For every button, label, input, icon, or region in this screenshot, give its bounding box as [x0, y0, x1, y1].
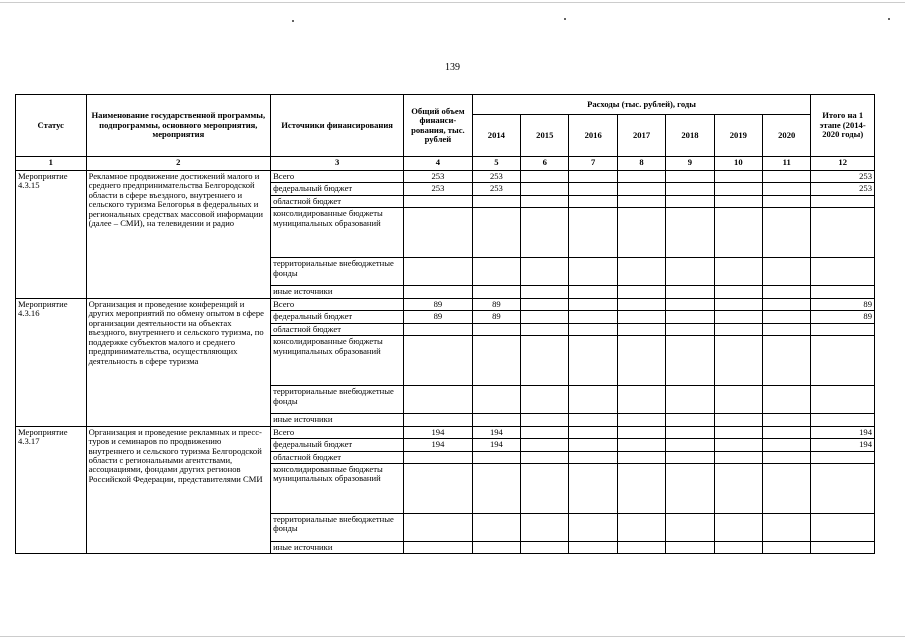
year-amount-empty — [521, 171, 569, 183]
table-row — [16, 171, 875, 183]
total-amount — [404, 258, 473, 286]
year-amount-empty — [763, 336, 811, 386]
amount-2014 — [472, 208, 520, 258]
financing-source: Всего — [271, 298, 404, 310]
total-amount — [404, 513, 473, 541]
column-number: 11 — [763, 157, 811, 171]
amount-2014 — [472, 336, 520, 386]
year-amount-empty — [666, 439, 714, 451]
stage-total-amount — [811, 258, 875, 286]
financing-source: консолидированные бюджеты муниципальных образований — [271, 463, 404, 513]
year-amount-empty — [666, 426, 714, 438]
year-amount-empty — [763, 513, 811, 541]
year-amount-empty — [521, 336, 569, 386]
year-amount-empty — [666, 311, 714, 323]
header-sources: Источники финансирования — [271, 95, 404, 157]
year-amount-empty — [666, 258, 714, 286]
financing-source: федеральный бюджет — [271, 183, 404, 195]
scan-speck — [888, 18, 890, 20]
column-number: 12 — [811, 157, 875, 171]
column-number: 4 — [404, 157, 473, 171]
header-year: 2019 — [714, 115, 762, 157]
activity-status: Мероприятие 4.3.16 — [16, 298, 87, 426]
total-amount: 89 — [404, 311, 473, 323]
year-amount-empty — [617, 439, 665, 451]
year-amount-empty — [521, 414, 569, 426]
amount-2014 — [472, 386, 520, 414]
amount-2014 — [472, 414, 520, 426]
amount-2014 — [472, 258, 520, 286]
total-amount — [404, 386, 473, 414]
year-amount-empty — [763, 171, 811, 183]
year-amount-empty — [617, 171, 665, 183]
activity-status: Мероприятие 4.3.17 — [16, 426, 87, 554]
total-amount — [404, 414, 473, 426]
year-amount-empty — [714, 336, 762, 386]
financing-source: Всего — [271, 171, 404, 183]
year-amount-empty — [521, 286, 569, 298]
year-amount-empty — [763, 386, 811, 414]
financing-table — [15, 94, 875, 554]
year-amount-empty — [569, 541, 617, 553]
year-amount-empty — [521, 426, 569, 438]
total-amount — [404, 541, 473, 553]
year-amount-empty — [666, 463, 714, 513]
total-amount: 89 — [404, 298, 473, 310]
scan-edge — [0, 636, 905, 637]
amount-2014 — [472, 195, 520, 207]
financing-source: иные источники — [271, 414, 404, 426]
stage-total-amount: 194 — [811, 426, 875, 438]
year-amount-empty — [714, 451, 762, 463]
year-amount-empty — [521, 311, 569, 323]
year-amount-empty — [521, 195, 569, 207]
year-amount-empty — [714, 426, 762, 438]
year-amount-empty — [569, 463, 617, 513]
activity-name: Рекламное продвижение достижений малого и среднего предпринимательства Белгородской области в сфере въездного, внутреннего и сельского туризма Белогорья в федеральных и региональных средствах массовой информации (далее – СМИ), на телевидении и радио — [86, 171, 271, 299]
year-amount-empty — [714, 183, 762, 195]
year-amount-empty — [763, 311, 811, 323]
amount-2014 — [472, 451, 520, 463]
year-amount-empty — [714, 298, 762, 310]
financing-source: областной бюджет — [271, 195, 404, 207]
year-amount-empty — [666, 286, 714, 298]
activity-name: Организация и проведение конференций и других мероприятий по обмену опытом в сфере организации деятельности на объектах въездного, внутреннего и сельского туризма, по поддержке субъектов малого и среднего предпринимательства, осуществляющих деятельность в сфере туризма — [86, 298, 271, 426]
year-amount-empty — [617, 463, 665, 513]
header-year: 2014 — [472, 115, 520, 157]
year-amount-empty — [714, 541, 762, 553]
year-amount-empty — [666, 336, 714, 386]
year-amount-empty — [617, 451, 665, 463]
total-amount — [404, 336, 473, 386]
amount-2014: 253 — [472, 171, 520, 183]
year-amount-empty — [569, 336, 617, 386]
header-year: 2018 — [666, 115, 714, 157]
year-amount-empty — [569, 311, 617, 323]
stage-total-amount: 89 — [811, 311, 875, 323]
year-amount-empty — [521, 386, 569, 414]
financing-source: Всего — [271, 426, 404, 438]
year-amount-empty — [617, 208, 665, 258]
page-number: 139 — [445, 62, 460, 73]
total-amount — [404, 286, 473, 298]
amount-2014: 194 — [472, 426, 520, 438]
header-stage-total: Итого на 1 этапе (2014-2020 годы) — [811, 95, 875, 157]
header-expenses: Расходы (тыс. рублей), годы — [472, 95, 811, 115]
total-amount — [404, 195, 473, 207]
stage-total-amount — [811, 195, 875, 207]
year-amount-empty — [617, 414, 665, 426]
financing-source: федеральный бюджет — [271, 439, 404, 451]
activity-table-body — [16, 171, 875, 554]
amount-2014 — [472, 541, 520, 553]
stage-total-amount — [811, 208, 875, 258]
year-amount-empty — [763, 286, 811, 298]
year-amount-empty — [569, 513, 617, 541]
year-amount-empty — [521, 439, 569, 451]
amount-2014 — [472, 323, 520, 335]
year-amount-empty — [569, 451, 617, 463]
stage-total-amount — [811, 463, 875, 513]
year-amount-empty — [763, 451, 811, 463]
year-amount-empty — [714, 323, 762, 335]
year-amount-empty — [569, 414, 617, 426]
year-amount-empty — [666, 183, 714, 195]
total-amount: 194 — [404, 439, 473, 451]
amount-2014: 194 — [472, 439, 520, 451]
year-amount-empty — [666, 323, 714, 335]
year-amount-empty — [714, 208, 762, 258]
stage-total-amount: 194 — [811, 439, 875, 451]
year-amount-empty — [569, 208, 617, 258]
year-amount-empty — [569, 386, 617, 414]
year-amount-empty — [521, 513, 569, 541]
table-row — [16, 426, 875, 438]
amount-2014 — [472, 463, 520, 513]
header-name: Наименование государственной программы, подпрограммы, основного мероприятия, мероприятия — [86, 95, 271, 157]
financing-source: территориальные внебюджетные фонды — [271, 513, 404, 541]
total-amount: 253 — [404, 183, 473, 195]
year-amount-empty — [521, 541, 569, 553]
year-amount-empty — [666, 414, 714, 426]
year-amount-empty — [521, 258, 569, 286]
header-year: 2017 — [617, 115, 665, 157]
year-amount-empty — [763, 208, 811, 258]
year-amount-empty — [569, 323, 617, 335]
amount-2014 — [472, 513, 520, 541]
year-amount-empty — [521, 463, 569, 513]
year-amount-empty — [666, 541, 714, 553]
year-amount-empty — [569, 286, 617, 298]
header-year: 2015 — [521, 115, 569, 157]
year-amount-empty — [617, 426, 665, 438]
year-amount-empty — [569, 171, 617, 183]
scan-edge — [0, 2, 905, 3]
amount-2014: 89 — [472, 298, 520, 310]
column-number: 9 — [666, 157, 714, 171]
year-amount-empty — [569, 195, 617, 207]
year-amount-empty — [714, 286, 762, 298]
year-amount-empty — [714, 311, 762, 323]
year-amount-empty — [763, 414, 811, 426]
year-amount-empty — [617, 336, 665, 386]
financing-source: территориальные внебюджетные фонды — [271, 386, 404, 414]
year-amount-empty — [714, 414, 762, 426]
year-amount-empty — [714, 439, 762, 451]
year-amount-empty — [569, 426, 617, 438]
column-number: 2 — [86, 157, 271, 171]
financing-source: консолидированные бюджеты муниципальных образований — [271, 208, 404, 258]
year-amount-empty — [763, 258, 811, 286]
financing-source: областной бюджет — [271, 451, 404, 463]
year-amount-empty — [617, 513, 665, 541]
amount-2014 — [472, 286, 520, 298]
header-year: 2020 — [763, 115, 811, 157]
column-number: 7 — [569, 157, 617, 171]
year-amount-empty — [714, 195, 762, 207]
year-amount-empty — [569, 439, 617, 451]
year-amount-empty — [617, 323, 665, 335]
year-amount-empty — [569, 298, 617, 310]
header-status: Статус — [16, 95, 87, 157]
year-amount-empty — [763, 183, 811, 195]
column-number: 6 — [521, 157, 569, 171]
year-amount-empty — [521, 208, 569, 258]
stage-total-amount: 253 — [811, 171, 875, 183]
column-number: 8 — [617, 157, 665, 171]
total-amount — [404, 208, 473, 258]
year-amount-empty — [521, 183, 569, 195]
total-amount — [404, 451, 473, 463]
financing-source: территориальные внебюджетные фонды — [271, 258, 404, 286]
financing-source: федеральный бюджет — [271, 311, 404, 323]
financing-source: иные источники — [271, 286, 404, 298]
stage-total-amount — [811, 541, 875, 553]
year-amount-empty — [617, 311, 665, 323]
year-amount-empty — [617, 298, 665, 310]
year-amount-empty — [763, 426, 811, 438]
year-amount-empty — [714, 513, 762, 541]
year-amount-empty — [521, 451, 569, 463]
total-amount: 194 — [404, 426, 473, 438]
year-amount-empty — [714, 171, 762, 183]
column-number-row — [16, 157, 875, 171]
year-amount-empty — [714, 463, 762, 513]
column-number: 5 — [472, 157, 520, 171]
stage-total-amount — [811, 286, 875, 298]
stage-total-amount — [811, 323, 875, 335]
total-amount: 253 — [404, 171, 473, 183]
year-amount-empty — [763, 195, 811, 207]
scan-speck — [292, 20, 294, 22]
year-amount-empty — [666, 513, 714, 541]
year-amount-empty — [569, 258, 617, 286]
column-number: 1 — [16, 157, 87, 171]
year-amount-empty — [666, 208, 714, 258]
year-amount-empty — [666, 171, 714, 183]
amount-2014: 89 — [472, 311, 520, 323]
year-amount-empty — [617, 386, 665, 414]
table-row — [16, 298, 875, 310]
year-amount-empty — [763, 463, 811, 513]
total-amount — [404, 323, 473, 335]
year-amount-empty — [521, 298, 569, 310]
year-amount-empty — [617, 195, 665, 207]
year-amount-empty — [617, 286, 665, 298]
stage-total-amount: 89 — [811, 298, 875, 310]
scan-speck — [564, 18, 566, 20]
year-amount-empty — [617, 258, 665, 286]
column-number: 3 — [271, 157, 404, 171]
stage-total-amount — [811, 513, 875, 541]
year-amount-empty — [521, 323, 569, 335]
financing-source: иные источники — [271, 541, 404, 553]
financing-source: консолидированные бюджеты муниципальных образований — [271, 336, 404, 386]
year-amount-empty — [666, 298, 714, 310]
column-number: 10 — [714, 157, 762, 171]
year-amount-empty — [617, 541, 665, 553]
stage-total-amount — [811, 414, 875, 426]
stage-total-amount: 253 — [811, 183, 875, 195]
stage-total-amount — [811, 336, 875, 386]
year-amount-empty — [714, 258, 762, 286]
activity-status: Мероприятие 4.3.15 — [16, 171, 87, 299]
total-amount — [404, 463, 473, 513]
stage-total-amount — [811, 386, 875, 414]
header-year: 2016 — [569, 115, 617, 157]
year-amount-empty — [763, 541, 811, 553]
year-amount-empty — [763, 323, 811, 335]
year-amount-empty — [666, 451, 714, 463]
stage-total-amount — [811, 451, 875, 463]
year-amount-empty — [714, 386, 762, 414]
year-amount-empty — [569, 183, 617, 195]
year-amount-empty — [763, 439, 811, 451]
year-amount-empty — [666, 386, 714, 414]
year-amount-empty — [666, 195, 714, 207]
year-amount-empty — [617, 183, 665, 195]
activity-name: Организация и проведение рекламных и пресс-туров и семинаров по продвижению внутреннего и сельского туризма Белгородской области с региональными агентствами, ассоциациями, фондами других регионов Российской Федерации, представителями СМИ — [86, 426, 271, 554]
header-total: Общий объем финанси-рования, тыс. рублей — [404, 95, 473, 157]
amount-2014: 253 — [472, 183, 520, 195]
financing-source: областной бюджет — [271, 323, 404, 335]
year-amount-empty — [763, 298, 811, 310]
